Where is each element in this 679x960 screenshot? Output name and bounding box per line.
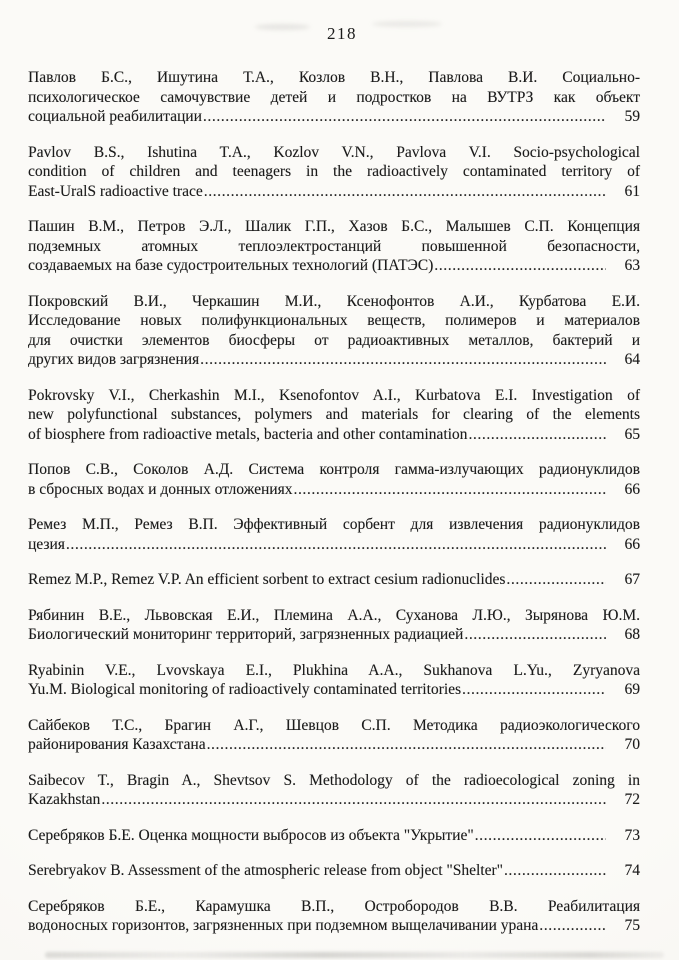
entry-text: районирования Казахстана: [28, 736, 206, 753]
entry-page-ref: 70: [624, 736, 640, 753]
entry-last-line: [28, 107, 640, 127]
entry-line: Pavlov B.S., Ishutina T.A., Kozlov V.N., Pavlova V.I. Socio-psychological: [28, 143, 640, 161]
entry-line: Сайбеков Т.С., Брагин А.Г., Шевцов С.П. Методика радиоэкологического: [28, 716, 640, 734]
entry-text: в сбросных водах и донных отложениях: [28, 480, 293, 498]
toc-entry: [28, 68, 640, 127]
entry-text: Серебряков Б.Е. Оценка мощности выбросов из объекта "Укрытие": [28, 826, 474, 844]
dot-leader: [101, 790, 606, 810]
entry-line: Серебряков Б.Е., Карамушка В.П., Остробородов В.В. Реабилитация: [28, 897, 640, 915]
entry-page-ref: 59: [624, 108, 640, 125]
entry-line: Попов С.В., Соколов А.Д. Система контроля гамма-излучающих радионуклидов: [28, 461, 640, 478]
entry-text: других видов загрязнения: [28, 351, 200, 368]
dot-leader: [464, 625, 606, 645]
entry-line: психологическое самочувствие детей и подростков на ВУТРЗ как объект: [28, 88, 640, 106]
entry-page-ref: 66: [624, 480, 640, 498]
entry-line: Рябинин В.Е., Львовская Е.И., Племина А.А., Суханова Л.Ю., Зырянова Ю.М.: [28, 606, 640, 624]
entry-text: водоносных горизонтов, загрязненных при подземном выщелачивании урана: [28, 917, 539, 934]
entry-page-ref: 61: [624, 182, 640, 200]
entry-text: создаваемых на базе судостроительных технологий (ПАТЭС): [28, 257, 434, 274]
toc-entries: [28, 68, 640, 936]
entry-page-ref: 64: [624, 351, 640, 368]
entry-page-ref: 73: [624, 826, 640, 844]
entry-text: цезия: [28, 535, 65, 553]
dot-leader: [462, 680, 606, 700]
entry-last-line: [28, 916, 640, 936]
dot-leader: [539, 916, 606, 936]
entry-line: Ремез М.П., Ремез В.П. Эффективный сорбент для извлечения радионуклидов: [28, 516, 640, 533]
toc-entry: [28, 897, 640, 936]
page-number-header: 218: [327, 24, 357, 43]
dot-leader: [504, 861, 606, 881]
toc-entry: [28, 661, 640, 700]
entry-last-line: [28, 735, 640, 755]
scan-artifact: [45, 952, 664, 958]
toc-entry: [28, 386, 640, 445]
entry-last-line: [28, 480, 640, 500]
entry-page-ref: 67: [624, 571, 640, 588]
entry-page-ref: 74: [624, 862, 640, 879]
entry-last-line: [28, 425, 640, 445]
entry-page-ref: 75: [624, 917, 640, 934]
entry-text: Remez M.P., Remez V.P. An efficient sorbent to extract cesium radionuclides: [28, 571, 506, 588]
dot-leader: [468, 425, 606, 445]
entry-text: East-UralS radioactive trace: [28, 182, 203, 200]
dot-leader: [200, 350, 606, 370]
dot-leader: [66, 535, 606, 555]
entry-last-line: [28, 625, 640, 645]
entry-page-ref: 63: [624, 257, 640, 274]
toc-entry: [28, 606, 640, 645]
entry-last-line: [28, 680, 640, 700]
entry-page-ref: 69: [624, 681, 640, 698]
entry-last-line: [28, 535, 640, 555]
entry-page-ref: 72: [624, 791, 640, 808]
entry-last-line: [28, 350, 640, 370]
toc-entry: [28, 515, 640, 554]
toc-entry: [28, 460, 640, 499]
toc-entry: [28, 292, 640, 370]
entry-line: new polyfunctional substances, polymers and materials for clearing of the elements: [28, 406, 640, 423]
entry-last-line: [28, 182, 640, 202]
toc-entry: [28, 143, 640, 202]
entry-last-line: [28, 861, 640, 881]
toc-entry: [28, 570, 640, 590]
entry-line: condition of children and teenagers in the radioactively contaminated territory of: [28, 163, 640, 180]
dot-leader: [293, 480, 606, 500]
entry-text: социальной реабилитации: [28, 108, 202, 125]
entry-text: Kazakhstan: [28, 791, 101, 808]
entry-last-line: [28, 826, 640, 846]
entry-last-line: [28, 256, 640, 276]
entry-text: Yu.M. Biological monitoring of radioactively contaminated territories: [28, 681, 462, 698]
toc-entry: [28, 217, 640, 276]
entry-page-ref: 68: [624, 626, 640, 643]
entry-line: для очистки элементов биосферы от радиоактивных металлов, бактерий и: [28, 331, 640, 349]
toc-entry: [28, 826, 640, 846]
dot-leader: [506, 570, 606, 590]
dot-leader: [203, 107, 606, 127]
entry-line: Павлов Б.С., Ишутина Т.А., Козлов В.Н., Павлова В.И. Социально-: [28, 69, 640, 86]
entry-text: Биологический мониторинг территорий, загрязненных радиацией: [28, 626, 464, 643]
dot-leader: [475, 826, 606, 846]
toc-entry: [28, 771, 640, 810]
entry-page-ref: 66: [624, 535, 640, 553]
entry-last-line: [28, 790, 640, 810]
entry-line: Saibecov T., Bragin A., Shevtsov S. Methodology of the radioecological zoning in: [28, 771, 640, 789]
toc-entry: [28, 716, 640, 755]
page-content: [28, 24, 640, 952]
entry-line: Пашин В.М., Петров Э.Л., Шалик Г.П., Хазов Б.С., Малышев С.П. Концепция: [28, 218, 640, 235]
entry-line: Ryabinin V.E., Lvovskaya E.I., Plukhina A.A., Sukhanova L.Yu., Zyryanova: [28, 661, 640, 679]
dot-leader: [204, 182, 606, 202]
entry-line: Pokrovsky V.I., Cherkashin M.I., Ksenofontov A.I., Kurbatova E.I. Investigation of: [28, 386, 640, 404]
entry-last-line: [28, 570, 640, 590]
entry-line: Исследование новых полифункциональных веществ, полимеров и материалов: [28, 312, 640, 329]
entry-line: подземных атомных теплоэлектростанций повышенной безопасности,: [28, 237, 640, 255]
dot-leader: [434, 256, 606, 276]
entry-page-ref: 65: [624, 425, 640, 443]
entry-line: Покровский В.И., Черкашин М.И., Ксенофонтов А.И., Курбатова Е.И.: [28, 292, 640, 310]
dot-leader: [207, 735, 606, 755]
entry-text: of biosphere from radioactive metals, bacteria and other contamination: [28, 425, 468, 443]
entry-text: Serebryakov B. Assessment of the atmospheric release from object "Shelter": [28, 862, 503, 879]
toc-entry: [28, 861, 640, 881]
